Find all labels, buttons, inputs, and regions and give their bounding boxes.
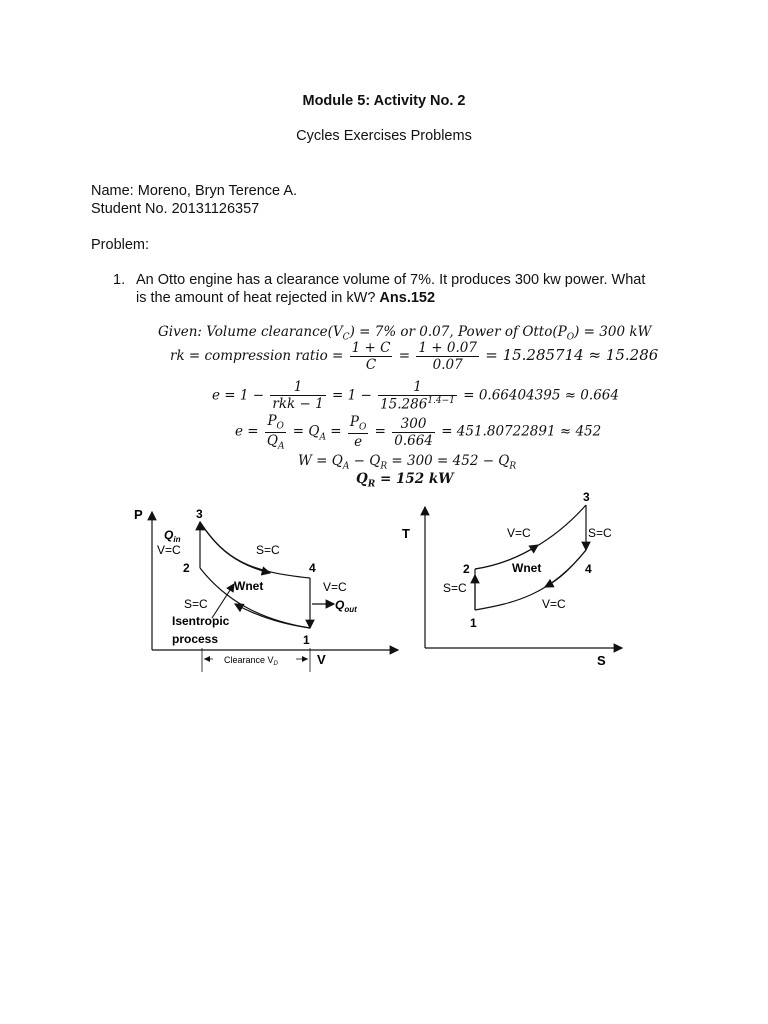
ts-wnet: Wnet — [512, 561, 542, 575]
pv-axis-v: V — [317, 652, 326, 667]
pv-sc-bottom: S=C — [184, 597, 208, 611]
student-name: Name: Moreno, Bryn Terence A. — [91, 183, 298, 199]
ts-sc-left: S=C — [443, 581, 467, 595]
pv-point-3: 3 — [196, 507, 203, 521]
ts-vc-bottom: V=C — [542, 597, 566, 611]
ts-sc-right: S=C — [588, 526, 612, 540]
pv-point-1: 1 — [303, 633, 310, 647]
efficiency-equation-2: e = $\frac{P_O}{Q_A}$ = $Q_A$ = $\frac{P_O}{e}$ = $\frac{300}{0.664}$ = 451.80722891 ≈ 452 — [235, 413, 602, 452]
ts-diagram — [400, 485, 640, 675]
pv-process-3-4 — [200, 522, 310, 578]
heat-rejected-result: $Q_R = 152$ kW — [356, 471, 454, 490]
problem-text-line2 — [136, 290, 435, 306]
ts-point-4: 4 — [585, 562, 592, 576]
problem-text-line1: An Otto engine has a clearance volume of 7%. It produces 300 kw power. What — [136, 272, 646, 288]
pv-isentropic-pointer — [212, 584, 234, 618]
ts-axis-s: S — [597, 653, 606, 668]
pv-point-4: 4 — [309, 561, 316, 575]
pv-vc-right: V=C — [323, 580, 347, 594]
student-number: Student No. 20131126357 — [91, 201, 260, 217]
given-line: Given: Volume $clearance(V_C) = 7\%$ or 0.07, Power of $Otto(P_O) = 300$ kW — [158, 324, 652, 343]
pv-qin-label: $Q_{in}$ — [164, 528, 181, 544]
pv-wnet: Wnet — [234, 579, 264, 593]
pv-diagram — [120, 500, 410, 680]
pv-vc-left: V=C — [157, 543, 181, 557]
ts-vc-top: V=C — [507, 526, 531, 540]
pv-point-2: 2 — [183, 561, 190, 575]
ts-axis-t: T — [402, 526, 410, 541]
pv-clearance-label: Clearance $V_D$ — [224, 655, 278, 667]
efficiency-equation-1: e = 1 − $\frac{1}{\text{rkk − 1}}$ = 1 − $\frac{1}{15.286^{1.4-1}}$ = 0.66404395 ≈ 0.664 — [212, 379, 619, 413]
problem-number: 1. — [113, 272, 126, 288]
ts-process-4-1 — [475, 550, 586, 610]
ts-point-2: 2 — [463, 562, 470, 576]
ts-point-3: 3 — [583, 490, 590, 504]
ts-point-1: 1 — [470, 616, 477, 630]
compression-ratio-equation: rk = compression ratio = $\frac{1 + C}{C}$ = $\frac{1 + 0.07}{0.07}$ = 15.285714 ≈ 15.286 — [170, 340, 659, 373]
pv-isentropic-label-2: process — [172, 632, 219, 646]
problem-heading: Problem: — [91, 237, 150, 253]
page-subtitle: Cycles Exercises Problems — [296, 128, 472, 144]
problem-question: is the amount of heat rejected in kW? — [136, 290, 376, 306]
work-equation: $W = Q_A - Q_R = 300 = 452 - Q_R$ — [298, 453, 517, 472]
pv-sc-top: S=C — [256, 543, 280, 557]
page-title: Module 5: Activity No. 2 — [302, 93, 466, 109]
problem-answer: Ans.152 — [379, 290, 436, 306]
pv-qout-label: $Q_{out}$ — [335, 598, 357, 614]
pv-isentropic-label-1: Isentropic — [172, 614, 230, 628]
pv-axis-p: P — [134, 507, 143, 522]
